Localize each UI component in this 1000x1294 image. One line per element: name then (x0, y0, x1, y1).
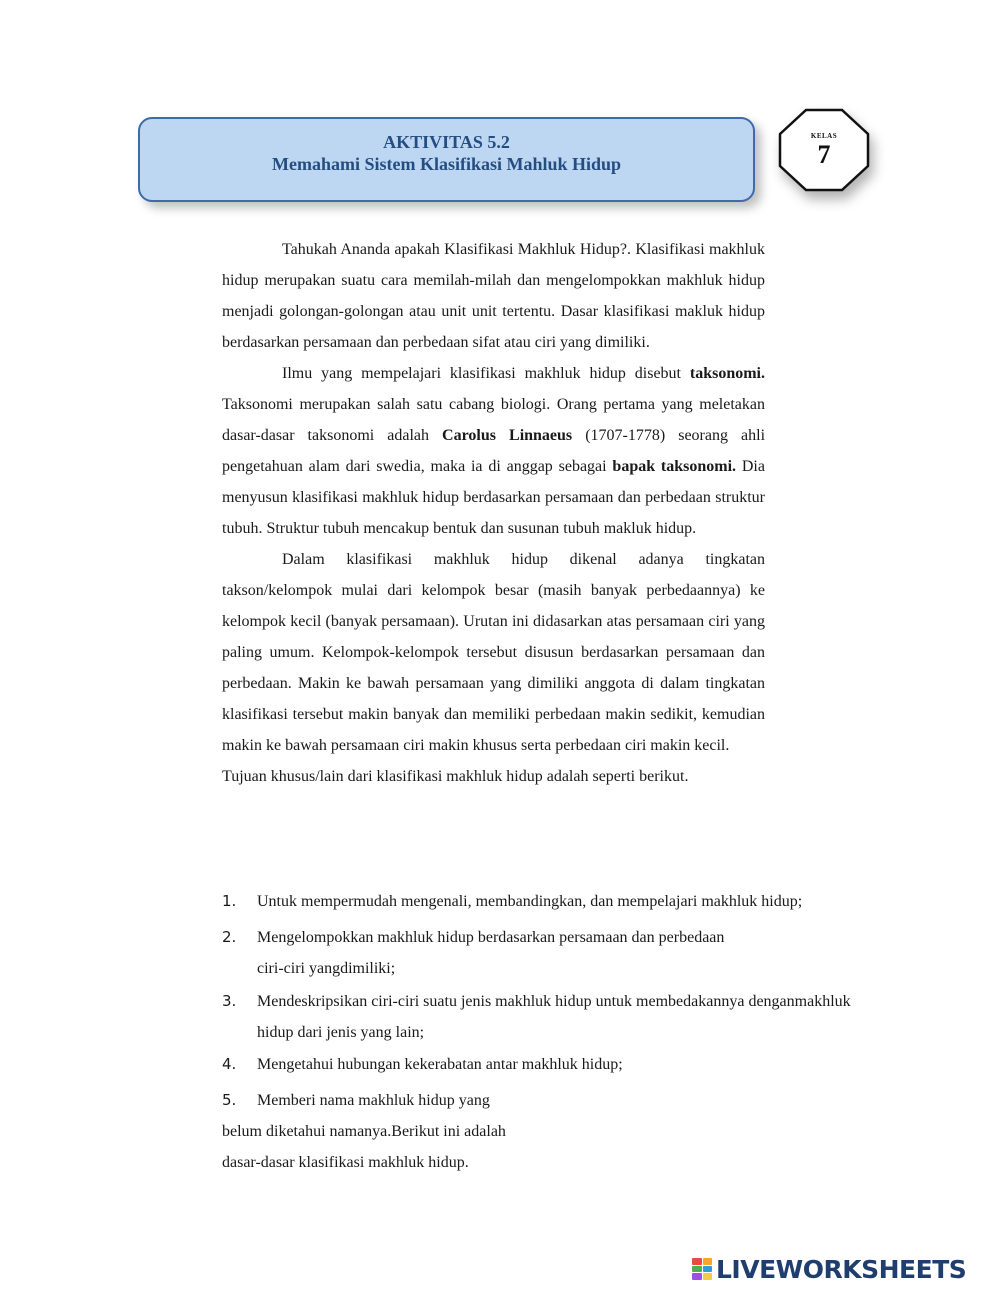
logo-blocks-icon (692, 1258, 712, 1280)
list-item: 1. Untuk mempermudah mengenali, membandingkan, dan mempelajari makhluk hidup; (222, 892, 803, 910)
liveworksheets-logo (692, 1254, 966, 1284)
grade-badge (778, 108, 870, 192)
list-item: 2. Mengelompokkan makhluk hidup berdasarkan persamaan dan perbedaan ciri-ciri yangdimiliki; (222, 928, 725, 977)
name-carolus-linnaeus: Carolus Linnaeus (442, 427, 573, 444)
activity-title: AKTIVITAS 5.2 (383, 132, 510, 152)
closing-line-2: dasar-dasar klasifikasi makhluk hidup. (222, 1154, 469, 1171)
purpose-list (222, 886, 882, 1178)
list-item: 4. Mengetahui hubungan kekerabatan antar makhluk hidup; (222, 1055, 623, 1073)
grade-label: KELAS (810, 132, 838, 140)
term-bapak-taksonomi: bapak taksonomi. (612, 458, 737, 475)
paragraph-taxonomy: Ilmu yang mempelajari klasifikasi makhluk hidup disebut taksonomi. Taksonomi merupakan salah satu cabang biologi. Orang pertama yang meletakan dasar-dasar taksonomi adalah Carolus Linnaeus (1707-1778) seorang ahli pengetahuan alam dari swedia, maka ia di anggap sebagai bapak taksonomi. Dia menyusun klasifikasi makhluk hidup berdasarkan persamaan dan perbedaan struktur tubuh. Struktur tubuh mencakup bentuk dan susunan tubuh makluk hidup. (222, 365, 766, 537)
list-item: 3. Mendeskripsikan ciri-ciri suatu jenis makhluk hidup untuk membedakannya denganmakhluk hidup dari jenis yang lain; (222, 992, 851, 1041)
body-text (222, 234, 765, 792)
logo-text: LIVEWORKSHEETS (716, 1254, 967, 1284)
paragraph-levels: Dalam klasifikasi makhluk hidup dikenal adanya tingkatan takson/kelompok mulai dari kelompok besar (masih banyak perbedaannya) ke kelompok kecil (banyak persamaan). Urutan ini didasarkan atas persamaan ciri yang paling umum. Kelompok-kelompok tersebut disusun berdasarkan persamaan dan perbedaan. Makin ke bawah persamaan yang dimiliki anggota di dalam tingkatan klasifikasi tersebut makin banyak dan memiliki perbedaan makin sedikit, kemudian makin ke bawah persamaan ciri makin khusus serta perbedaan ciri makin kecil. (222, 551, 765, 754)
paragraph-intro: Tahukah Ananda apakah Klasifikasi Makhluk Hidup?. Klasifikasi makhluk hidup merupakan suatu cara memilah-milah dan mengelompokkan makhluk hidup menjadi golongan-golongan atau unit unit tertentu. Dasar klasifikasi makluk hidup berdasarkan persamaan dan perbedaan sifat atau ciri yang dimiliki. (222, 241, 765, 351)
activity-header (138, 117, 755, 202)
activity-subtitle: Memahami Sistem Klasifikasi Mahluk Hidup (271, 154, 622, 174)
list-item: 5. Memberi nama makhluk hidup yang (222, 1091, 490, 1109)
term-taksonomi: taksonomi. (689, 365, 765, 382)
paragraph-purpose: Tujuan khusus/lain dari klasifikasi makhluk hidup adalah seperti berikut. (222, 768, 689, 785)
closing-line-1: belum diketahui namanya.Berikut ini adalah (222, 1123, 506, 1140)
grade-number: 7 (817, 140, 831, 169)
